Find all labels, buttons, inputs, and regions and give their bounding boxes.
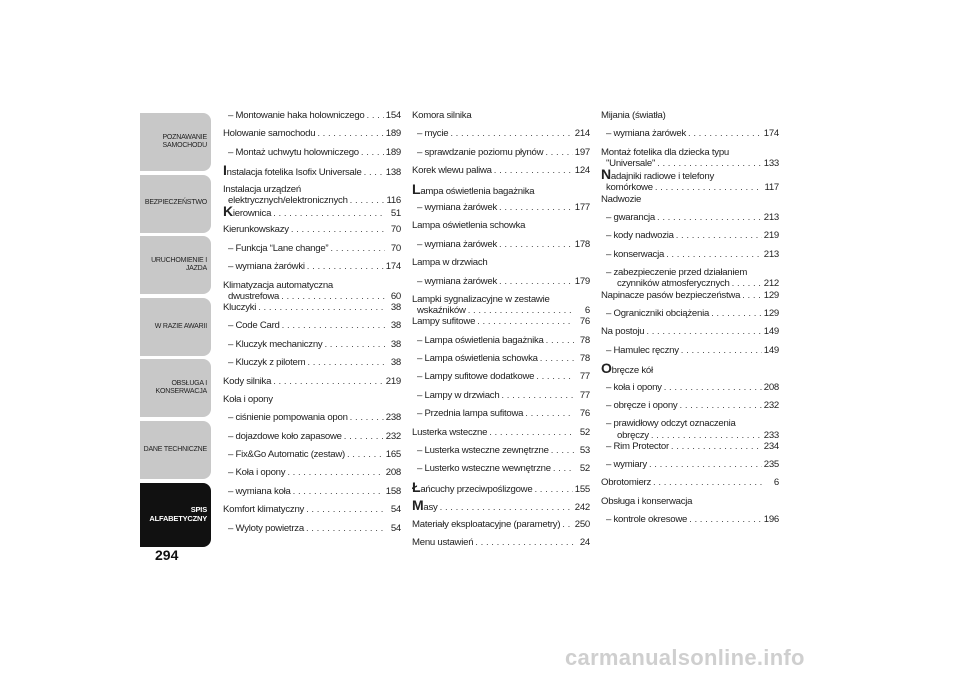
- page-ref: 177: [574, 201, 590, 213]
- index-entry: [223, 431, 401, 449]
- entry-text: – kontrole okresowe: [606, 514, 688, 526]
- page-ref: 76: [579, 408, 590, 420]
- page-ref: 174: [763, 128, 779, 140]
- leader-dots: [681, 345, 762, 356]
- chapter-tab-label: W RAZIE AWARII: [154, 322, 207, 330]
- entry-continuation: czynników atmosferycznych: [617, 278, 730, 290]
- page-ref: 116: [386, 194, 401, 206]
- leader-dots: [671, 441, 762, 452]
- index-entry: [223, 184, 401, 206]
- leader-dots: [494, 165, 573, 176]
- letter-initial: N: [601, 166, 611, 183]
- index-entry: [412, 276, 590, 294]
- leader-dots: [499, 202, 573, 213]
- index-entry: [412, 463, 590, 481]
- entry-text: – Koła i opony: [228, 467, 286, 479]
- page-ref: 250: [574, 518, 590, 530]
- page-ref: 149: [763, 344, 779, 356]
- chapter-tab-label: BEZPIECZEŃSTWO: [144, 199, 207, 207]
- entry-continuation: obręczy: [617, 429, 649, 441]
- page-ref: 6: [773, 477, 779, 489]
- index-column-2: [412, 110, 590, 555]
- index-entry: [412, 335, 590, 353]
- leader-dots: [536, 371, 574, 382]
- page-ref: 78: [579, 353, 590, 365]
- leader-dots: [499, 239, 573, 250]
- chapter-tab[interactable]: [140, 298, 211, 356]
- page-ref: 235: [763, 459, 779, 471]
- leader-dots: [653, 477, 763, 488]
- index-entry: [223, 394, 401, 412]
- index-entry: [601, 477, 779, 495]
- index-entry: [223, 320, 401, 338]
- index-entry: [223, 376, 401, 394]
- index-entry: [412, 390, 590, 408]
- entry-text: Komfort klimatyczny: [223, 504, 305, 516]
- entry-text: – wymiary: [606, 459, 647, 471]
- entry-text: – Lampy sufitowe dodatkowe: [417, 371, 535, 383]
- page-ref: 189: [385, 146, 401, 158]
- entry-continuation: komórkowe: [606, 182, 653, 194]
- entry-text: Lampy sufitowe: [412, 316, 476, 328]
- index-entry: [412, 202, 590, 220]
- entry-text: – kody nadwozia: [606, 230, 674, 242]
- index-entry: [601, 496, 779, 514]
- index-entry: [601, 128, 779, 146]
- leader-dots: [679, 400, 761, 411]
- leader-dots: [711, 308, 762, 319]
- entry-text: – obręcze i opony: [606, 399, 678, 411]
- page-ref: 53: [579, 445, 590, 457]
- entry-text: Na postoju: [601, 326, 645, 338]
- entry-text: ampa oświetlenia bagażnika: [420, 185, 535, 197]
- index-entry: [601, 418, 779, 440]
- index-entry: [223, 523, 401, 541]
- index-entry: [412, 371, 590, 389]
- leader-dots: [477, 316, 574, 327]
- index-entry: [223, 357, 401, 375]
- leader-dots: [651, 430, 762, 441]
- chapter-tab-label: OBSŁUGA I KONSERWACJA: [155, 379, 207, 396]
- index-entry: [223, 486, 401, 504]
- leader-dots: [688, 128, 762, 139]
- index-column-3: [601, 110, 779, 533]
- index-entry: [412, 257, 590, 275]
- entry-text: – prawidłowy odczyt oznaczenia: [606, 418, 736, 430]
- page-ref: 124: [574, 165, 590, 177]
- index-entry: [601, 360, 779, 381]
- entry-text: – Wyloty powietrza: [228, 522, 304, 534]
- page-ref: 213: [763, 211, 779, 223]
- entry-text: – Montowanie haka holowniczego: [228, 110, 365, 121]
- index-entry: [601, 382, 779, 400]
- index-entry: [601, 267, 779, 289]
- entry-text: Lusterka wsteczne: [412, 426, 488, 438]
- index-entry: [601, 212, 779, 230]
- page-ref: 197: [574, 146, 590, 158]
- page-ref: 52: [579, 426, 590, 438]
- leader-dots: [367, 110, 384, 121]
- chapter-tab-label: DANE TECHNICZNE: [143, 445, 207, 453]
- entry-text: – konserwacja: [606, 248, 665, 260]
- entry-text: Instalacja urządzeń: [223, 183, 301, 195]
- entry-text: Obsługa i konserwacja: [601, 495, 693, 507]
- page-ref: 154: [385, 110, 401, 121]
- entry-text: Kluczyki: [223, 301, 257, 313]
- entry-text: – gwarancja: [606, 211, 655, 223]
- leader-dots: [546, 335, 574, 346]
- index-entry: [223, 162, 401, 183]
- page-ref: 189: [385, 128, 401, 140]
- leader-dots: [306, 523, 385, 534]
- leader-dots: [317, 128, 383, 139]
- index-entry: [601, 230, 779, 248]
- chapter-tab-label: URUCHOMIENIE I JAZDA: [151, 256, 207, 273]
- index-entry: [601, 441, 779, 459]
- index-entry: [412, 180, 590, 202]
- chapter-tab[interactable]: [140, 483, 211, 547]
- entry-text: Kierunkowskazy: [223, 224, 289, 236]
- entry-text: Koła i opony: [223, 393, 273, 405]
- page-ref: 76: [579, 316, 590, 328]
- index-entry: [223, 449, 401, 467]
- index-entry: [601, 514, 779, 532]
- entry-text: Komora silnika: [412, 110, 472, 121]
- index-entry: [223, 302, 401, 320]
- entry-text: – Hamulec ręczny: [606, 344, 679, 356]
- index-entry: [601, 459, 779, 477]
- entry-text: – wymiana żarówek: [417, 201, 497, 213]
- entry-text: – Fix&Go Automatic (zestaw): [228, 449, 345, 461]
- entry-text: Lampa w drzwiach: [412, 257, 488, 269]
- leader-dots: [347, 449, 384, 460]
- index-entry: [412, 316, 590, 334]
- page-ref: 158: [385, 485, 401, 497]
- entry-text: Lampa oświetlenia schowka: [412, 220, 526, 232]
- entry-text: Kody silnika: [223, 375, 272, 387]
- page-ref: 54: [390, 504, 401, 516]
- leader-dots: [273, 376, 384, 387]
- letter-initial: Ł: [412, 478, 421, 495]
- leader-dots: [350, 412, 384, 423]
- watermark: carmanualsonline.info: [565, 645, 805, 670]
- leader-dots: [742, 290, 762, 301]
- entry-text: – Funkcja “Lane change”: [228, 242, 329, 254]
- leader-dots: [657, 158, 762, 169]
- leader-dots: [666, 249, 762, 260]
- page-ref: 179: [574, 275, 590, 287]
- chapter-tab[interactable]: [140, 359, 211, 417]
- leader-dots: [282, 320, 385, 331]
- index-column-1: [223, 110, 401, 541]
- entry-text: Mijania (światła): [601, 110, 666, 121]
- entry-text: – Code Card: [228, 320, 280, 332]
- entry-text: – Lampa oświetlenia schowka: [417, 353, 538, 365]
- leader-dots: [273, 208, 385, 219]
- leader-dots: [306, 504, 385, 515]
- entry-continuation: dwustrefowa: [228, 290, 280, 302]
- page-ref: 238: [385, 412, 401, 424]
- entry-continuation: "Universale": [606, 157, 656, 169]
- leader-dots: [649, 459, 762, 470]
- chapter-tabs: [140, 113, 211, 550]
- leader-dots: [291, 224, 385, 235]
- index-entry: [223, 147, 401, 165]
- index-entry: [223, 202, 401, 224]
- index-entry: [223, 261, 401, 279]
- page-ref: 77: [579, 389, 590, 401]
- page-ref: 38: [390, 301, 401, 313]
- entry-text: – wymiana koła: [228, 485, 291, 497]
- leader-dots: [499, 276, 573, 287]
- page-ref: 214: [574, 128, 590, 140]
- page-ref: 165: [385, 449, 401, 461]
- leader-dots: [364, 167, 384, 178]
- page-ref: 78: [579, 334, 590, 346]
- leader-dots: [689, 514, 762, 525]
- index-entry: [601, 308, 779, 326]
- index-entry: [412, 445, 590, 463]
- entry-text: – dojazdowe koło zapasowe: [228, 430, 342, 442]
- page-ref: 129: [763, 307, 779, 319]
- leader-dots: [287, 467, 383, 478]
- index-entry: [601, 400, 779, 418]
- page-ref: 213: [763, 248, 779, 260]
- page-ref: 232: [763, 399, 779, 411]
- page-ref: 54: [390, 522, 401, 534]
- entry-text: Montaż fotelika dla dziecka typu: [601, 146, 729, 158]
- letter-initial: K: [223, 202, 233, 219]
- index-entry: [223, 467, 401, 485]
- leader-dots: [440, 502, 573, 513]
- index-entry: [412, 165, 590, 183]
- index-entry: [601, 147, 779, 169]
- index-entry: [412, 427, 590, 445]
- page-ref: 38: [390, 357, 401, 369]
- leader-dots: [664, 382, 762, 393]
- leader-dots: [350, 195, 385, 206]
- index-entry: [601, 194, 779, 212]
- entry-text: Nadwozie: [601, 193, 642, 205]
- leader-dots: [551, 445, 574, 456]
- index-entry: [412, 497, 590, 518]
- page-ref: 77: [579, 371, 590, 383]
- leader-dots: [553, 463, 574, 474]
- entry-text: bręcze kół: [611, 365, 653, 377]
- entry-text: – Lampy w drzwiach: [417, 389, 500, 401]
- entry-text: Klimatyzacja automatyczna: [223, 279, 333, 291]
- leader-dots: [732, 278, 762, 289]
- leader-dots: [540, 353, 574, 364]
- entry-text: – wymiana żarówek: [417, 238, 497, 250]
- chapter-tab[interactable]: [140, 236, 211, 294]
- leader-dots: [525, 408, 574, 419]
- chapter-tab-label: SPIS ALFABETYCZNY: [149, 505, 207, 523]
- entry-continuation: elektrycznych/elektronicznych: [228, 194, 348, 206]
- index-entry: [412, 519, 590, 537]
- entry-text: Napinacze pasów bezpieczeństwa: [601, 289, 741, 301]
- page-ref: 174: [385, 261, 401, 273]
- index-entry: [601, 110, 779, 128]
- page-ref: 70: [390, 224, 401, 236]
- index-entry: [412, 478, 590, 500]
- page-ref: 196: [763, 514, 779, 526]
- page-ref: 70: [390, 242, 401, 254]
- page-ref: 52: [579, 463, 590, 475]
- entry-text: – ciśnienie pompowania opon: [228, 412, 348, 424]
- leader-dots: [281, 291, 385, 302]
- leader-dots: [307, 357, 385, 368]
- page-ref: 219: [763, 230, 779, 242]
- page-ref: 233: [763, 429, 779, 441]
- index-entry: [412, 408, 590, 426]
- index-entry: [412, 294, 590, 316]
- entry-text: Korek wlewu paliwa: [412, 165, 492, 177]
- leader-dots: [344, 431, 384, 442]
- leader-dots: [545, 147, 572, 158]
- entry-text: – Lusterka wsteczne zewnętrzne: [417, 445, 549, 457]
- index-entry: [223, 128, 401, 146]
- page-ref: 212: [763, 278, 779, 290]
- entry-text: nstalacja fotelika Isofix Universale: [226, 167, 362, 179]
- page-ref: 129: [763, 289, 779, 301]
- entry-text: – Lampa oświetlenia bagażnika: [417, 334, 544, 346]
- index-entry: [601, 345, 779, 363]
- page-ref: 38: [390, 338, 401, 350]
- chapter-tab-label: POZNAWANIE SAMOCHODU: [162, 133, 207, 149]
- entry-text: asy: [423, 502, 438, 514]
- entry-text: – zabezpieczenie przed działaniem: [606, 267, 748, 279]
- leader-dots: [450, 128, 572, 139]
- leader-dots: [562, 519, 572, 530]
- entry-text: ańcuchy przeciwpoślizgowe: [420, 483, 533, 495]
- entry-continuation: wskaźników: [417, 305, 466, 317]
- index-entry: [223, 110, 401, 128]
- chapter-tab[interactable]: [140, 113, 211, 171]
- page-ref: 149: [763, 326, 779, 338]
- entry-text: – Montaż uchwytu holowniczego: [228, 146, 359, 158]
- index-entry: [223, 412, 401, 430]
- letter-initial: O: [601, 360, 612, 377]
- leader-dots: [489, 427, 574, 438]
- index-entry: [601, 326, 779, 344]
- index-entry: [223, 243, 401, 261]
- index-entry: [601, 249, 779, 267]
- index-entry: [223, 504, 401, 522]
- index-entry: [412, 128, 590, 146]
- leader-dots: [468, 305, 574, 316]
- leader-dots: [475, 537, 574, 548]
- letter-initial: M: [412, 497, 424, 514]
- page-ref: 38: [390, 320, 401, 332]
- page-ref: 133: [763, 157, 779, 169]
- entry-text: – mycie: [417, 128, 449, 140]
- leader-dots: [324, 339, 385, 350]
- index-entry: [601, 166, 779, 194]
- entry-text: – Ograniczniki obciążenia: [606, 307, 710, 319]
- leader-dots: [534, 484, 572, 495]
- index-entry: [412, 353, 590, 371]
- letter-initial: I: [223, 162, 227, 179]
- page-ref: 178: [574, 238, 590, 250]
- leader-dots: [655, 182, 763, 193]
- entry-text: – wymiana żarówek: [606, 128, 686, 140]
- page-ref: 234: [763, 440, 779, 452]
- index-entry: [223, 280, 401, 302]
- entry-text: – Kluczyk mechaniczny: [228, 338, 323, 350]
- leader-dots: [646, 326, 761, 337]
- page-ref: 60: [390, 290, 401, 302]
- entry-text: – Przednia lampa sufitowa: [417, 408, 524, 420]
- page-ref: 232: [385, 430, 401, 442]
- entry-text: – wymiana żarówek: [417, 275, 497, 287]
- index-entry: [412, 239, 590, 257]
- index-entry: [223, 224, 401, 242]
- entry-text: – wymiana żarówki: [228, 261, 305, 273]
- page-ref: 208: [763, 381, 779, 393]
- leader-dots: [258, 302, 385, 313]
- index-entry: [412, 220, 590, 238]
- entry-text: – Kluczyk z pilotem: [228, 357, 306, 369]
- page-ref: 117: [764, 182, 779, 194]
- entry-text: Menu ustawień: [412, 537, 474, 548]
- entry-text: ierownica: [232, 207, 272, 219]
- page-ref: 242: [574, 502, 590, 514]
- entry-text: – sprawdzanie poziomu płynów: [417, 146, 544, 158]
- index-entry: [412, 110, 590, 128]
- page-ref: 155: [574, 483, 590, 495]
- page-ref: 219: [385, 375, 401, 387]
- letter-initial: L: [412, 180, 421, 197]
- leader-dots: [676, 230, 762, 241]
- page-number: 294: [155, 547, 179, 563]
- entry-text: Obrotomierz: [601, 477, 652, 489]
- page-ref: 51: [390, 207, 401, 219]
- page-ref: 24: [579, 537, 590, 548]
- leader-dots: [657, 212, 762, 223]
- chapter-tab[interactable]: [140, 175, 211, 233]
- entry-text: – koła i opony: [606, 381, 662, 393]
- leader-dots: [361, 147, 384, 158]
- page-ref: 208: [385, 467, 401, 479]
- entry-text: adajniki radiowe i telefony: [610, 171, 714, 183]
- entry-text: Holowanie samochodu: [223, 128, 316, 140]
- index-entry: [601, 290, 779, 308]
- entry-text: – Rim Protector: [606, 440, 669, 452]
- leader-dots: [330, 243, 385, 254]
- page-ref: 138: [385, 167, 401, 179]
- entry-text: – Lusterko wsteczne wewnętrzne: [417, 463, 551, 475]
- entry-text: Lampki sygnalizacyjne w zestawie: [412, 293, 550, 305]
- leader-dots: [293, 486, 384, 497]
- index-entry: [412, 147, 590, 165]
- index-entry: [223, 339, 401, 357]
- leader-dots: [501, 390, 574, 401]
- index-entry: [412, 537, 590, 555]
- entry-text: Materiały eksploatacyjne (parametry): [412, 518, 561, 530]
- leader-dots: [307, 261, 384, 272]
- chapter-tab[interactable]: [140, 421, 211, 479]
- page-ref: 6: [584, 305, 590, 317]
